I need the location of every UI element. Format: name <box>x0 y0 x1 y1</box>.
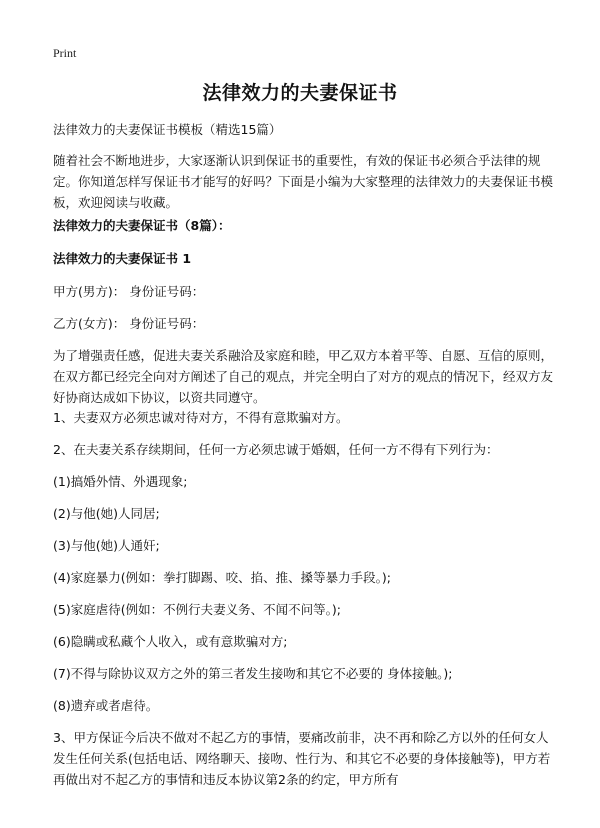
print-label[interactable]: Print <box>53 46 77 60</box>
subtitle: 法律效力的夫妻保证书模板（精选15篇） <box>53 122 282 137</box>
section-heading: 法律效力的夫妻保证书（8篇）： <box>53 218 231 233</box>
clause-3: 3、甲方保证今后决不做对不起乙方的事情，要痛改前非，决不再和除乙方以外的任何女人发生任何关系(包括电话、网络聊天、接吻、性行为、和其它不必要的身体接触等)，甲方若再做出对不起乙方的事情和违反本协议第2条的约定，甲方所有 <box>53 730 551 787</box>
party-a-line: 甲方(男方)： 身份证号码： <box>53 284 205 299</box>
article-heading: 法律效力的夫妻保证书 1 <box>53 251 192 266</box>
preamble-paragraph: 为了增强责任感，促进夫妻关系融洽及家庭和睦，甲乙双方本着平等、自愿、互信的原则，在双方都已经完全向对方阐述了自己的观点，并完全明白了对方的观点的情况下，经双方友好协商达成如下协议，以资共同遵守。 <box>53 348 554 405</box>
list-item: (2)与他(她)人同居; <box>53 506 160 521</box>
list-item: (3)与他(她)人通奸; <box>53 538 160 553</box>
page-title: 法律效力的夫妻保证书 <box>202 82 398 104</box>
intro-paragraph: 随着社会不断地进步，大家逐渐认识到保证书的重要性，有效的保证书必须合乎法律的规定。你知道怎样写保证书才能写的好吗？下面是小编为大家整理的法律效力的夫妻保证书模板，欢迎阅读与收藏。 <box>53 153 554 210</box>
list-item: (5)家庭虐待(例如：不例行夫妻义务、不闻不问等。); <box>53 602 341 617</box>
list-item: (8)遗弃或者虐待。 <box>53 698 159 713</box>
clause-2: 2、在夫妻关系存续期间，任何一方必须忠诚于婚姻，任何一方不得有下列行为： <box>53 442 499 457</box>
list-item: (1)搞婚外情、外遇现象; <box>53 474 188 489</box>
list-item: (7)不得与除协议双方之外的第三者发生接吻和其它不必要的 身体接触。); <box>53 666 453 681</box>
party-b-line: 乙方(女方)： 身份证号码： <box>53 316 205 331</box>
list-item: (6)隐瞒或私藏个人收入，或有意欺骗对方; <box>53 634 288 649</box>
clause-1: 1、夫妻双方必须忠诚对待对方，不得有意欺骗对方。 <box>53 410 349 425</box>
list-item: (4)家庭暴力(例如：拳打脚踢、咬、掐、推、搡等暴力手段。); <box>53 570 391 585</box>
